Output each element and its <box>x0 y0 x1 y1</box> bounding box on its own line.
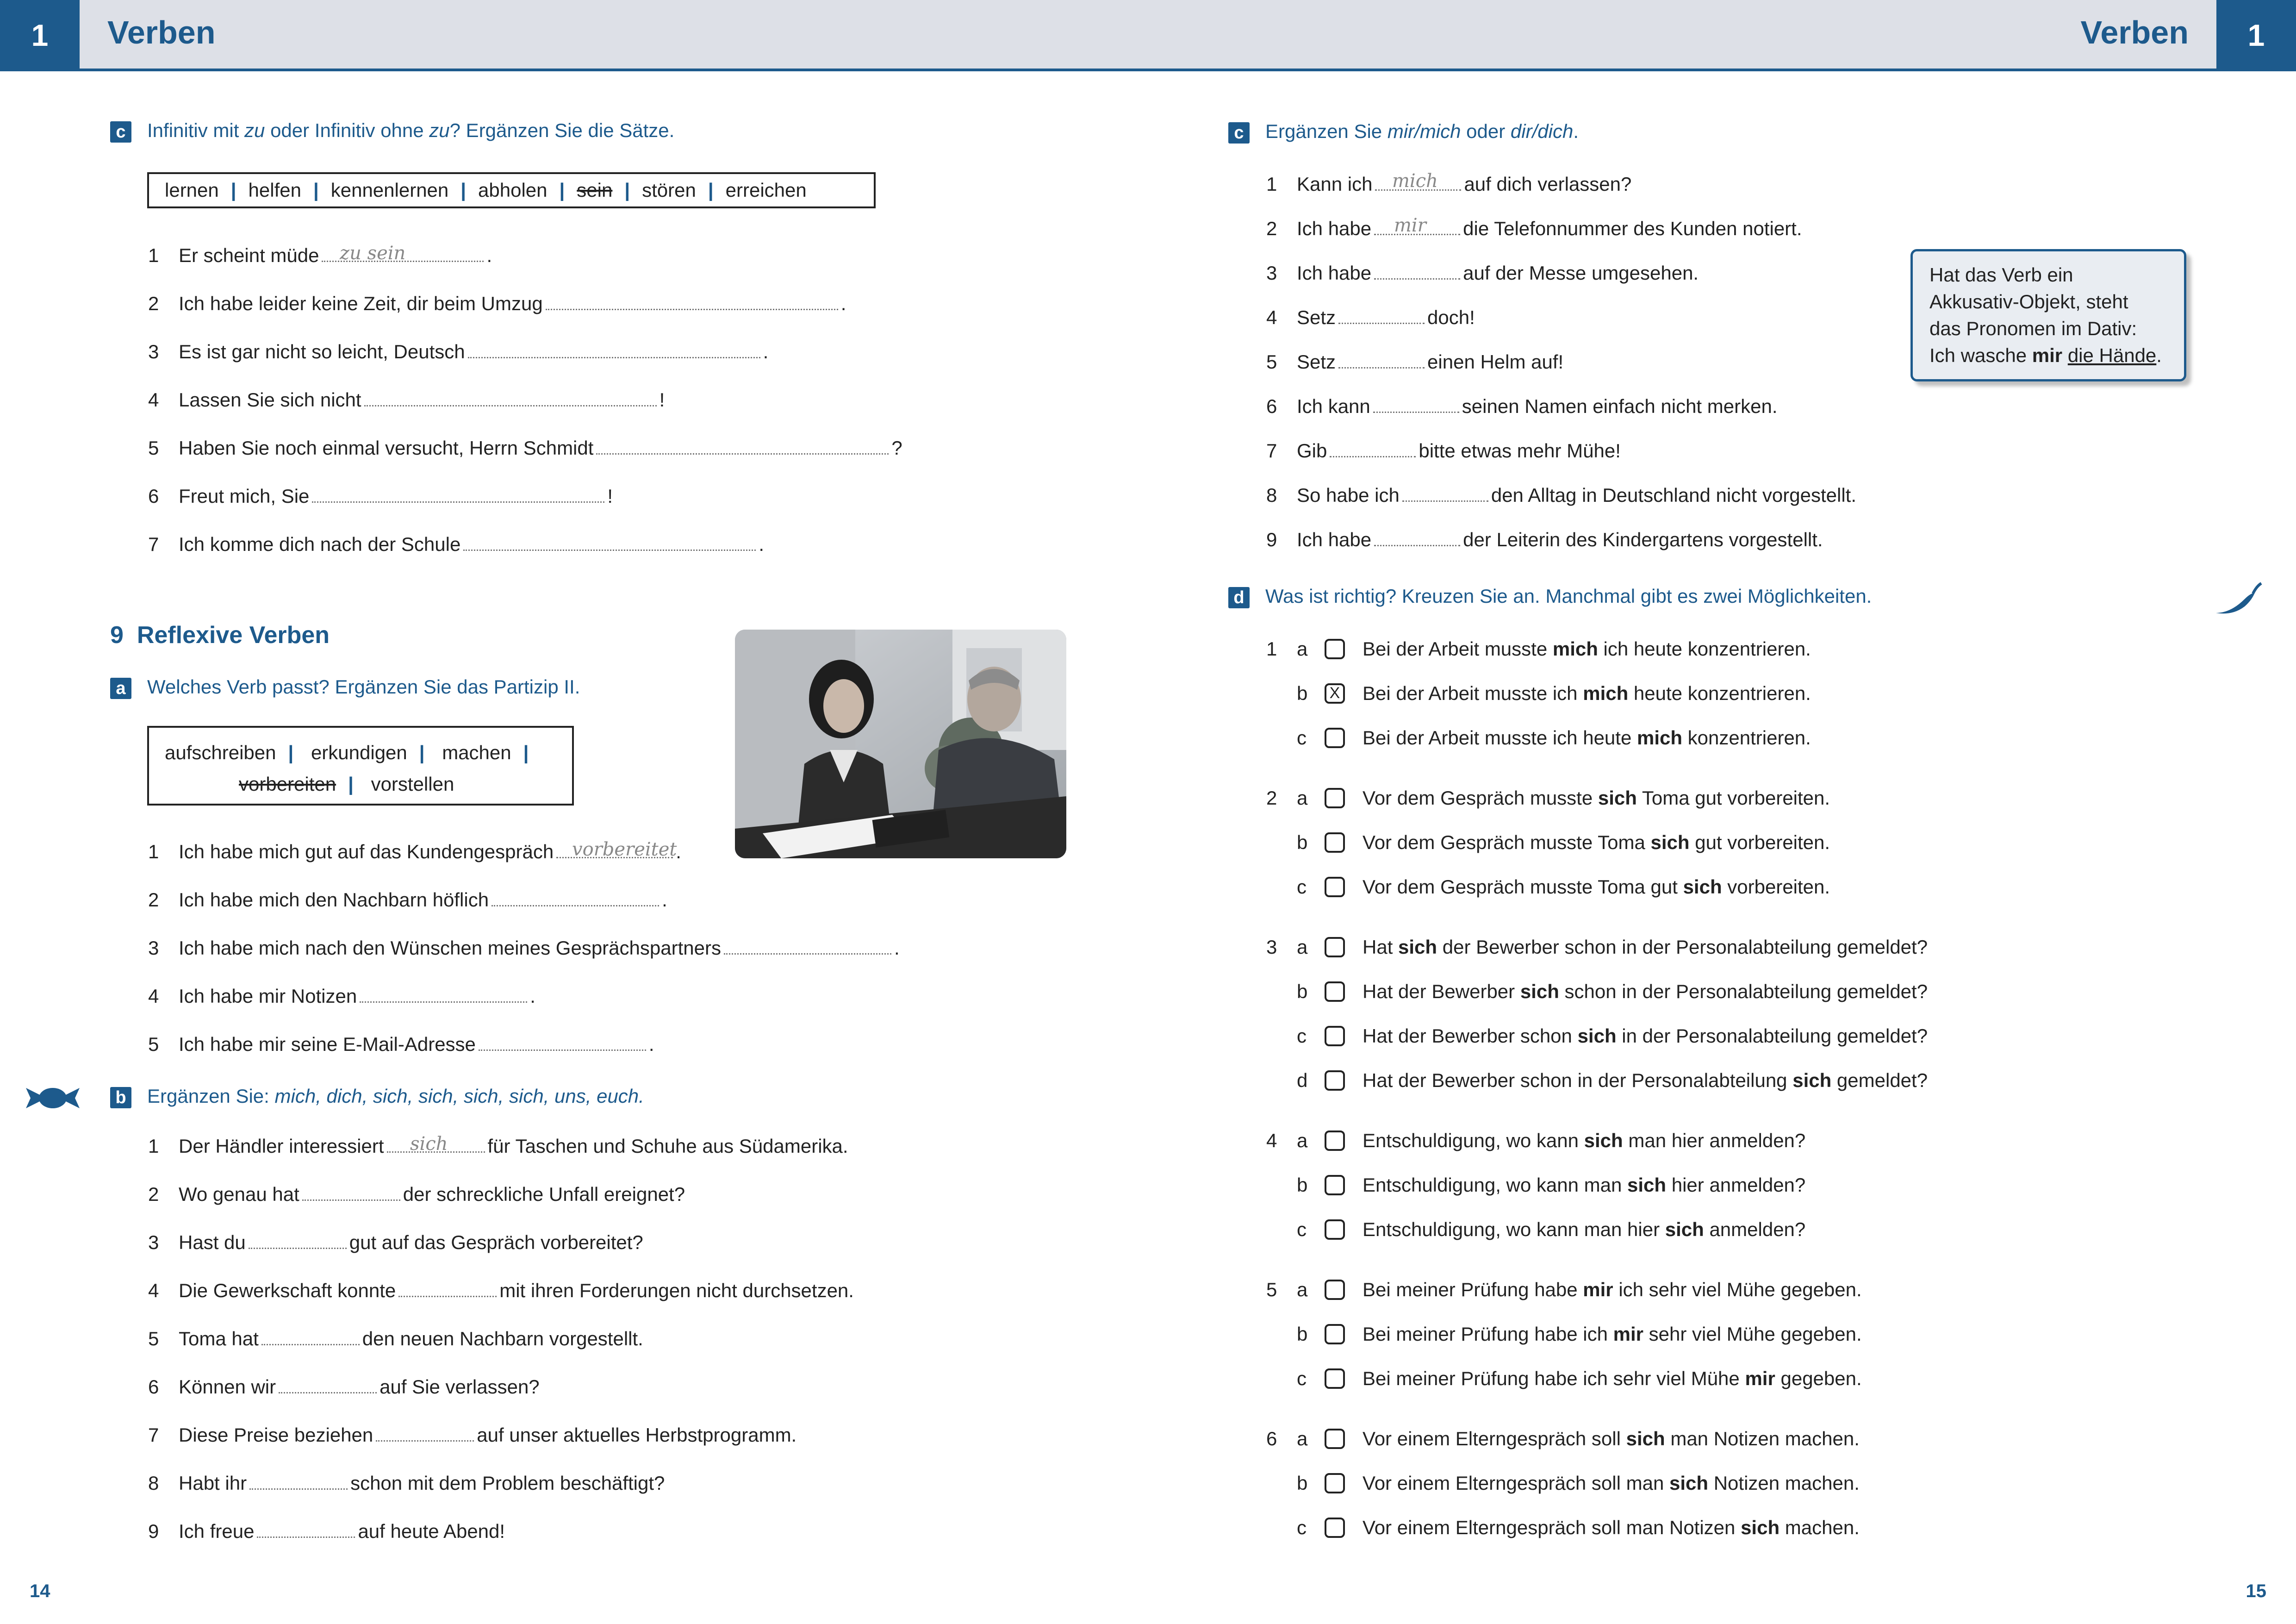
item-number: 4 <box>148 1280 159 1301</box>
answer-blank[interactable] <box>468 356 760 358</box>
item-number: 5 <box>148 437 159 459</box>
exercise-badge-b: b <box>110 1087 131 1108</box>
handwritten-answer: sich <box>410 1133 448 1155</box>
item-number: 3 <box>148 341 159 362</box>
business-meeting-photo <box>735 630 1066 858</box>
option-checkbox[interactable] <box>1325 788 1345 808</box>
option-letter: a <box>1297 787 1308 809</box>
word-item: aufschreiben <box>165 742 276 763</box>
answer-blank[interactable] <box>302 1199 400 1201</box>
item-number: 6 <box>148 1376 159 1398</box>
sentence-line: Der Händler interessiert für Taschen und Schuhe aus Südamerika. <box>179 1135 848 1157</box>
tip-line: Ich wasche mir die Hände. <box>1929 344 2162 366</box>
grammar-tip-box <box>1910 249 2186 381</box>
sentence-line: Ich habe auf der Messe umgesehen. <box>1297 262 1699 284</box>
option-checkbox[interactable] <box>1325 1026 1345 1046</box>
item-number: 1 <box>148 1135 159 1157</box>
option-letter: c <box>1297 1517 1307 1538</box>
sentence-line: Lassen Sie sich nicht ! <box>179 389 665 411</box>
answer-blank[interactable] <box>360 1001 527 1003</box>
item-number: 3 <box>1266 262 1277 284</box>
answer-blank[interactable] <box>1330 456 1416 457</box>
item-number: 9 <box>1266 529 1277 550</box>
option-text: Vor einem Elterngespräch soll man sich Notizen machen. <box>1363 1472 1860 1494</box>
sentence-line: Die Gewerkschaft konnte mit ihren Forderungen nicht durchsetzen. <box>179 1280 854 1301</box>
question-number: 2 <box>1266 787 1277 809</box>
sentence-line: Ich habe der Leiterin des Kindergartens vorgestellt. <box>1297 529 1823 550</box>
answer-blank[interactable] <box>1338 322 1425 324</box>
word-item: machen <box>442 742 511 763</box>
answer-blank[interactable] <box>312 501 604 503</box>
exercise-badge-c-right: c <box>1228 122 1250 144</box>
exercise-instruction-a: Welches Verb passt? Ergänzen Sie das Partizip II. <box>147 676 580 698</box>
answer-blank[interactable] <box>724 953 891 955</box>
item-number: 4 <box>148 389 159 411</box>
exercise-badge-c-left: c <box>110 121 131 143</box>
sentence-line: Können wir auf Sie verlassen? <box>179 1376 540 1398</box>
option-checkbox[interactable]: X <box>1325 683 1345 704</box>
answer-blank[interactable] <box>1374 278 1460 280</box>
answer-blank[interactable] <box>596 453 889 455</box>
option-checkbox[interactable] <box>1325 832 1345 853</box>
question-number: 5 <box>1266 1279 1277 1300</box>
sentence-line: Diese Preise beziehen auf unser aktuelles Herbstprogramm. <box>179 1424 797 1446</box>
option-letter: c <box>1297 1218 1307 1240</box>
option-checkbox[interactable] <box>1325 1175 1345 1195</box>
option-text: Entschuldigung, wo kann man sich hier anmelden? <box>1363 1174 1806 1196</box>
option-letter: c <box>1297 1368 1307 1389</box>
option-text: Vor einem Elterngespräch soll sich man Notizen machen. <box>1363 1428 1860 1449</box>
word-item: abholen <box>478 179 548 201</box>
sentence-line: Freut mich, Sie ! <box>179 485 613 507</box>
option-checkbox[interactable] <box>1325 981 1345 1002</box>
sentence-line: Hast du gut auf das Gespräch vorbereitet? <box>179 1231 643 1253</box>
option-text: Bei der Arbeit musste mich ich heute konzentrieren. <box>1363 638 1811 660</box>
option-text: Hat der Bewerber schon sich in der Personalabteilung gemeldet? <box>1363 1025 1928 1047</box>
word-item: helfen <box>248 179 301 201</box>
sentence-line: Ich kann seinen Namen einfach nicht merken. <box>1297 395 1778 417</box>
sentence-line: Ich habe leider keine Zeit, dir beim Umzug . <box>179 293 846 314</box>
option-letter: b <box>1297 831 1308 853</box>
option-text: Hat der Bewerber sich schon in der Personalabteilung gemeldet? <box>1363 981 1928 1002</box>
item-number: 7 <box>148 1424 159 1446</box>
sentence-line: Ich komme dich nach der Schule . <box>179 533 764 555</box>
word-item-used: vorbereiten <box>239 773 336 795</box>
option-text: Vor dem Gespräch musste sich Toma gut vorbereiten. <box>1363 787 1830 809</box>
item-number: 1 <box>148 841 159 862</box>
word-row: aufschreiben | erkundigen | machen | <box>165 742 529 763</box>
word-box-infinitives: lernen | helfen | kennenlernen | abholen | sein | stören | erreichen <box>147 172 876 208</box>
item-number: 4 <box>148 985 159 1007</box>
question-number: 4 <box>1266 1130 1277 1151</box>
option-letter: c <box>1297 1025 1307 1047</box>
sentence-line: Ich habe die Telefonnummer des Kunden notiert. <box>1297 218 1802 239</box>
option-text: Hat sich der Bewerber schon in der Personalabteilung gemeldet? <box>1363 936 1928 958</box>
tip-line: das Pronomen im Dativ: <box>1929 318 2137 339</box>
question-number: 3 <box>1266 936 1277 958</box>
answer-blank[interactable] <box>398 1295 497 1297</box>
sentence-line: Haben Sie noch einmal versucht, Herrn Schmidt ? <box>179 437 902 459</box>
chapter-title-right: Verben <box>2080 14 2189 50</box>
answer-blank[interactable] <box>376 1440 474 1442</box>
item-number: 7 <box>148 533 159 555</box>
word-item: erreichen <box>725 179 807 201</box>
option-letter: b <box>1297 981 1308 1002</box>
sentence-line: Ich freue auf heute Abend! <box>179 1520 505 1542</box>
sentence-line: Ich habe mich gut auf das Kundengespräch . <box>179 841 681 862</box>
option-text: Bei meiner Prüfung habe ich mir sehr viel Mühe gegeben. <box>1363 1323 1862 1345</box>
item-number: 5 <box>1266 351 1277 373</box>
option-text: Vor dem Gespräch musste Toma sich gut vorbereiten. <box>1363 831 1830 853</box>
answer-blank[interactable] <box>364 405 657 406</box>
option-checkbox[interactable] <box>1325 877 1345 897</box>
header-rule <box>0 69 2296 71</box>
handwritten-answer: mir <box>1394 215 1426 236</box>
option-letter: c <box>1297 727 1307 749</box>
chapter-number-right: 1 <box>2216 0 2296 70</box>
answer-blank[interactable] <box>1374 544 1460 546</box>
word-item: kennenlernen <box>330 179 449 201</box>
sentence-line: Es ist gar nicht so leicht, Deutsch . <box>179 341 769 362</box>
item-number: 1 <box>148 244 159 266</box>
item-number: 3 <box>148 1231 159 1253</box>
section-title: 9 Reflexive Verben <box>110 622 330 649</box>
question-number: 6 <box>1266 1428 1277 1449</box>
option-text: Bei meiner Prüfung habe ich sehr viel Mühe mir gegeben. <box>1363 1368 1862 1389</box>
item-number: 8 <box>1266 484 1277 506</box>
sentence-line: Kann ich auf dich verlassen? <box>1297 173 1632 195</box>
item-number: 9 <box>148 1520 159 1542</box>
word-item: lernen <box>165 179 219 201</box>
exercise-badge-a: a <box>110 678 131 699</box>
question-number: 1 <box>1266 638 1277 660</box>
photo-illustration <box>735 630 1066 858</box>
exercise-instruction-c-right: Ergänzen Sie mir/mich oder dir/dich. <box>1265 120 1579 142</box>
option-letter: a <box>1297 638 1308 660</box>
item-number: 4 <box>1266 306 1277 328</box>
sentence-line: Ich habe mich nach den Wünschen meines Gesprächspartners . <box>179 937 900 959</box>
sentence-line: Habt ihr schon mit dem Problem beschäftigt? <box>179 1472 665 1494</box>
word-box-verbs <box>147 726 574 806</box>
chili-pepper-icon <box>2212 581 2263 618</box>
sentence-line: Ich habe mir Notizen . <box>179 985 535 1007</box>
exercise-badge-d: d <box>1228 587 1250 608</box>
option-checkbox[interactable] <box>1325 1219 1345 1240</box>
header-bar-right <box>1148 0 2216 69</box>
sentence-line: Ich habe mich den Nachbarn höflich . <box>179 889 667 911</box>
answer-blank[interactable] <box>261 1343 360 1345</box>
answer-blank[interactable] <box>1338 367 1425 369</box>
option-letter: b <box>1297 1323 1308 1345</box>
sentence-line: Er scheint müde . <box>179 244 492 266</box>
word-item: vorstellen <box>371 773 454 795</box>
option-checkbox[interactable] <box>1325 1324 1345 1344</box>
item-number: 2 <box>1266 218 1277 239</box>
answer-blank[interactable] <box>279 1392 377 1393</box>
answer-blank[interactable] <box>492 905 659 906</box>
item-number: 6 <box>148 485 159 507</box>
sentence-line: Setz einen Helm auf! <box>1297 351 1564 373</box>
option-checkbox[interactable] <box>1325 1368 1345 1389</box>
option-letter: a <box>1297 1130 1308 1151</box>
item-number: 2 <box>148 293 159 314</box>
item-number: 5 <box>148 1328 159 1349</box>
option-checkbox[interactable] <box>1325 728 1345 748</box>
option-text: Vor einem Elterngespräch soll man Notizen sich machen. <box>1363 1517 1860 1538</box>
tip-line: Akkusativ-Objekt, steht <box>1929 291 2128 312</box>
word-item-used: sein <box>577 179 613 201</box>
sentence-line: Setz doch! <box>1297 306 1475 328</box>
exercise-instruction-d: Was ist richtig? Kreuzen Sie an. Manchmal gibt es zwei Möglichkeiten. <box>1265 585 1872 607</box>
option-text: Vor dem Gespräch musste Toma gut sich vorbereiten. <box>1363 876 1830 898</box>
word-item: erkundigen <box>311 742 407 763</box>
item-number: 5 <box>148 1033 159 1055</box>
answer-blank[interactable] <box>249 1488 348 1490</box>
sentence-line: Gib bitte etwas mehr Mühe! <box>1297 440 1621 462</box>
option-checkbox[interactable] <box>1325 1280 1345 1300</box>
item-number: 8 <box>148 1472 159 1494</box>
exercise-instruction-c-left: Infinitiv mit zu oder Infinitiv ohne zu? Ergänzen Sie die Sätze. <box>147 119 675 141</box>
chapter-title-left: Verben <box>107 14 216 50</box>
option-checkbox[interactable] <box>1325 1070 1345 1091</box>
sentence-line: So habe ich den Alltag in Deutschland nicht vorgestellt. <box>1297 484 1856 506</box>
answer-blank[interactable] <box>546 308 838 310</box>
option-checkbox[interactable] <box>1325 937 1345 957</box>
answer-blank[interactable] <box>479 1049 646 1051</box>
option-letter: a <box>1297 1279 1308 1300</box>
answer-blank[interactable] <box>1373 411 1459 413</box>
handwritten-answer: zu sein <box>340 243 406 264</box>
exercise-instruction-b: Ergänzen Sie: mich, dich, sich, sich, sich, sich, uns, euch. <box>147 1085 644 1107</box>
option-letter: a <box>1297 1428 1308 1449</box>
option-text: Entschuldigung, wo kann sich man hier anmelden? <box>1363 1130 1806 1151</box>
option-letter: b <box>1297 682 1308 704</box>
option-checkbox[interactable] <box>1325 1429 1345 1449</box>
option-text: Hat der Bewerber schon in der Personalabteilung sich gemeldet? <box>1363 1069 1928 1091</box>
answer-blank[interactable] <box>1402 500 1488 502</box>
item-number: 3 <box>148 937 159 959</box>
option-letter: c <box>1297 876 1307 898</box>
option-checkbox[interactable] <box>1325 1518 1345 1538</box>
word-row: vorbereiten | vorstellen <box>239 773 454 795</box>
handwritten-answer: mich <box>1392 170 1438 192</box>
option-text: Bei der Arbeit musste ich heute mich konzentrieren. <box>1363 727 1811 749</box>
answer-blank[interactable] <box>249 1247 347 1249</box>
answer-blank[interactable] <box>463 549 756 551</box>
page-number-left: 14 <box>30 1581 50 1601</box>
item-number: 2 <box>148 1183 159 1205</box>
word-item: stören <box>642 179 696 201</box>
chapter-number-left: 1 <box>0 0 80 70</box>
option-letter: a <box>1297 936 1308 958</box>
option-letter: b <box>1297 1472 1308 1494</box>
candy-icon <box>24 1084 81 1112</box>
sentence-line: Wo genau hat der schreckliche Unfall ereignet? <box>179 1183 685 1205</box>
item-number: 6 <box>1266 395 1277 417</box>
sentence-line: Ich habe mir seine E-Mail-Adresse . <box>179 1033 654 1055</box>
handwritten-answer: vorbereitet <box>572 839 677 860</box>
sentence-line: Toma hat den neuen Nachbarn vorgestellt. <box>179 1328 643 1349</box>
option-letter: d <box>1297 1069 1308 1091</box>
answer-blank[interactable] <box>257 1536 355 1538</box>
option-text: Bei der Arbeit musste ich mich heute konzentrieren. <box>1363 682 1811 704</box>
option-text: Entschuldigung, wo kann man hier sich anmelden? <box>1363 1218 1806 1240</box>
item-number: 2 <box>148 889 159 911</box>
option-checkbox[interactable] <box>1325 1131 1345 1151</box>
header-bar-left <box>80 0 1148 69</box>
option-checkbox[interactable] <box>1325 639 1345 659</box>
tip-line: Hat das Verb ein <box>1929 264 2073 286</box>
option-checkbox[interactable] <box>1325 1473 1345 1493</box>
option-text: Bei meiner Prüfung habe mir ich sehr viel Mühe gegeben. <box>1363 1279 1862 1300</box>
page-number-right: 15 <box>2246 1581 2266 1601</box>
item-number: 7 <box>1266 440 1277 462</box>
item-number: 1 <box>1266 173 1277 195</box>
option-letter: b <box>1297 1174 1308 1196</box>
